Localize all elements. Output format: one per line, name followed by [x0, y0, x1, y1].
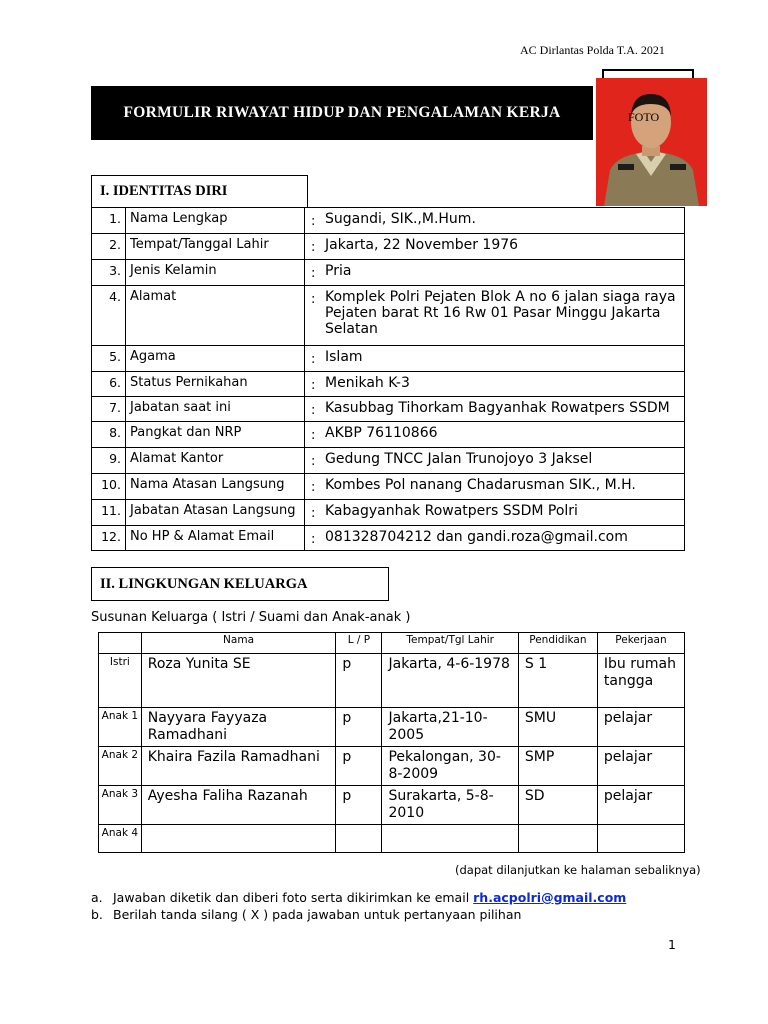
family-column-header — [99, 633, 142, 654]
field-colon: : — [305, 234, 322, 260]
family-education-cell: SMP — [518, 747, 597, 786]
identity-row — [92, 422, 685, 448]
field-value: Kombes Pol nanang Chadarusman SIK., M.H. — [321, 474, 685, 500]
field-label: Tempat/Tanggal Lahir — [126, 234, 305, 260]
family-birth-cell: Pekalongan, 30-8-2009 — [382, 747, 518, 786]
field-value: AKBP 76110866 — [321, 422, 685, 448]
row-number: 9. — [92, 448, 126, 474]
identity-row — [92, 526, 685, 551]
field-colon: : — [305, 372, 322, 397]
relation-cell: Anak 3 — [99, 786, 142, 825]
field-value: Kabagyanhak Rowatpers SSDM Polri — [321, 500, 685, 526]
row-number: 3. — [92, 260, 126, 286]
field-value: Menikah K-3 — [321, 372, 685, 397]
field-value: Jakarta, 22 November 1976 — [321, 234, 685, 260]
family-row — [99, 708, 685, 747]
person-photo-icon — [596, 78, 707, 206]
row-number: 5. — [92, 346, 126, 372]
field-colon: : — [305, 397, 322, 422]
row-number: 2. — [92, 234, 126, 260]
identity-row — [92, 234, 685, 260]
field-label: Nama Atasan Langsung — [126, 474, 305, 500]
field-value: Sugandi, SIK.,M.Hum. — [321, 208, 685, 234]
field-colon: : — [305, 448, 322, 474]
row-number: 4. — [92, 286, 126, 346]
family-row — [99, 825, 685, 853]
note-b — [91, 907, 521, 922]
form-title: FORMULIR RIWAYAT HIDUP DAN PENGALAMAN KERJA — [123, 104, 561, 121]
row-number: 10. — [92, 474, 126, 500]
field-colon: : — [305, 286, 322, 346]
row-number: 8. — [92, 422, 126, 448]
note-a — [91, 890, 626, 905]
relation-cell: Anak 1 — [99, 708, 142, 747]
field-value: 081328704212 dan gandi.roza@gmail.com — [321, 526, 685, 551]
field-value: Komplek Polri Pejaten Blok A no 6 jalan siaga raya Pejaten barat Rt 16 Rw 01 Pasar Minggu Jakarta Selatan — [321, 286, 685, 346]
family-birth-cell — [382, 825, 518, 853]
family-job-cell — [597, 825, 684, 853]
family-name-cell: Nayyara Fayyaza Ramadhani — [141, 708, 336, 747]
identity-row — [92, 346, 685, 372]
header-note: AC Dirlantas Polda T.A. 2021 — [520, 43, 665, 57]
field-label: No HP & Alamat Email — [126, 526, 305, 551]
family-column-header: Tempat/Tgl Lahir — [382, 633, 518, 654]
field-colon: : — [305, 346, 322, 372]
identity-table — [91, 207, 685, 551]
field-colon: : — [305, 260, 322, 286]
identity-row — [92, 448, 685, 474]
field-label: Jabatan saat ini — [126, 397, 305, 422]
family-row — [99, 747, 685, 786]
identity-row — [92, 208, 685, 234]
family-education-cell: S 1 — [518, 654, 597, 708]
family-column-header: L / P — [336, 633, 382, 654]
identity-row — [92, 500, 685, 526]
page-number: 1 — [668, 937, 676, 952]
family-caption: Susunan Keluarga ( Istri / Suami dan Anak-anak ) — [91, 610, 411, 625]
field-colon: : — [305, 526, 322, 551]
family-birth-cell: Surakarta, 5-8-2010 — [382, 786, 518, 825]
family-row — [99, 654, 685, 708]
relation-cell: Anak 2 — [99, 747, 142, 786]
section2-heading: II. LINGKUNGAN KELUARGA — [91, 567, 389, 601]
field-label: Nama Lengkap — [126, 208, 305, 234]
identity-row — [92, 397, 685, 422]
family-name-cell — [141, 825, 336, 853]
field-value: Pria — [321, 260, 685, 286]
row-number: 1. — [92, 208, 126, 234]
field-colon: : — [305, 422, 322, 448]
row-number: 6. — [92, 372, 126, 397]
continue-note: (dapat dilanjutkan ke halaman sebaliknya) — [455, 863, 701, 877]
note-a-marker: a. — [91, 890, 103, 905]
field-value: Islam — [321, 346, 685, 372]
family-column-header: Pendidikan — [518, 633, 597, 654]
family-name-cell: Khaira Fazila Ramadhani — [141, 747, 336, 786]
family-education-cell — [518, 825, 597, 853]
note-b-text: Berilah tanda silang ( X ) pada jawaban untuk pertanyaan pilihan — [113, 907, 522, 922]
family-birth-cell: Jakarta,21-10-2005 — [382, 708, 518, 747]
submission-email-link[interactable]: rh.acpolri@gmail.com — [473, 890, 627, 905]
family-row — [99, 786, 685, 825]
identity-row — [92, 260, 685, 286]
field-label: Alamat — [126, 286, 305, 346]
family-job-cell: pelajar — [597, 747, 684, 786]
family-education-cell: SD — [518, 786, 597, 825]
field-colon: : — [305, 500, 322, 526]
family-education-cell: SMU — [518, 708, 597, 747]
family-job-cell: pelajar — [597, 708, 684, 747]
identity-row — [92, 286, 685, 346]
field-label: Pangkat dan NRP — [126, 422, 305, 448]
field-colon: : — [305, 208, 322, 234]
field-value: Kasubbag Tihorkam Bagyanhak Rowatpers SSDM — [321, 397, 685, 422]
family-sex-cell — [336, 825, 382, 853]
family-sex-cell: p — [336, 708, 382, 747]
relation-cell: Istri — [99, 654, 142, 708]
profile-photo — [596, 78, 707, 206]
family-job-cell: pelajar — [597, 786, 684, 825]
field-label: Jenis Kelamin — [126, 260, 305, 286]
row-number: 11. — [92, 500, 126, 526]
field-label: Status Pernikahan — [126, 372, 305, 397]
family-birth-cell: Jakarta, 4-6-1978 — [382, 654, 518, 708]
note-b-marker: b. — [91, 907, 103, 922]
relation-cell: Anak 4 — [99, 825, 142, 853]
photo-label: FOTO — [628, 110, 660, 124]
family-name-cell: Ayesha Faliha Razanah — [141, 786, 336, 825]
row-number: 12. — [92, 526, 126, 551]
section1-heading: I. IDENTITAS DIRI — [91, 175, 308, 208]
identity-row — [92, 474, 685, 500]
family-column-header: Pekerjaan — [597, 633, 684, 654]
family-name-cell: Roza Yunita SE — [141, 654, 336, 708]
field-value: Gedung TNCC Jalan Trunojoyo 3 Jaksel — [321, 448, 685, 474]
family-sex-cell: p — [336, 654, 382, 708]
note-a-text: Jawaban diketik dan diberi foto serta dikirimkan ke email — [113, 890, 474, 905]
family-job-cell: Ibu rumah tangga — [597, 654, 684, 708]
family-table — [98, 632, 685, 853]
form-title-box — [91, 86, 593, 140]
row-number: 7. — [92, 397, 126, 422]
field-label: Alamat Kantor — [126, 448, 305, 474]
field-label: Agama — [126, 346, 305, 372]
family-sex-cell: p — [336, 747, 382, 786]
family-column-header: Nama — [141, 633, 336, 654]
field-colon: : — [305, 474, 322, 500]
identity-row — [92, 372, 685, 397]
family-sex-cell: p — [336, 786, 382, 825]
field-label: Jabatan Atasan Langsung — [126, 500, 305, 526]
